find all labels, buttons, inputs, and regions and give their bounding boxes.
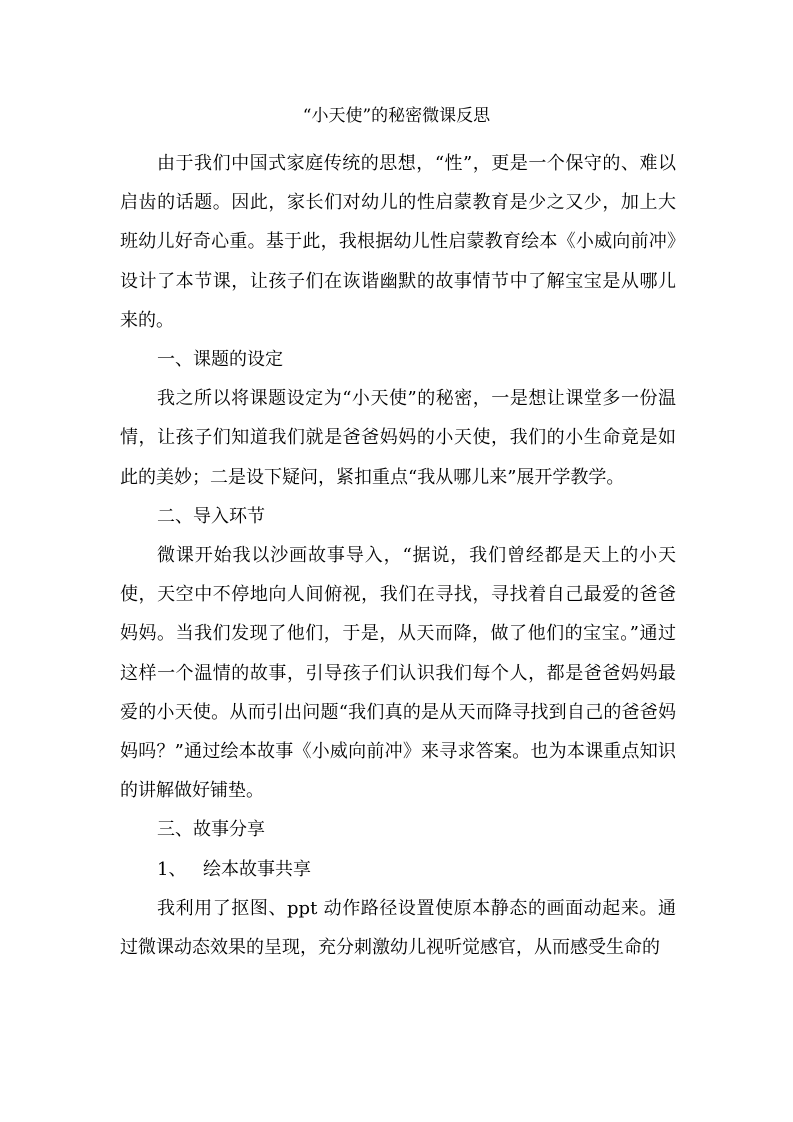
subsection-heading-picture-book	[120, 850, 676, 889]
document-title: “小天使”的秘密微课反思	[302, 106, 491, 126]
section-paragraph-story-sharing: 我利用了抠图、ppt 动作路径设置使原本静态的画面动起来。通过微课动态效果的呈现，充分刺激幼儿视听觉感官，从而感受生命的	[120, 897, 676, 959]
subsection-number: 1、	[157, 858, 187, 880]
document-body	[120, 144, 676, 967]
section-paragraph-introduction: 微课开始我以沙画故事导入，“据说，我们曾经都是天上的小天使，天空中不停地向人间俯视，我们在寻找，寻找着自己最爱的爸爸妈妈。当我们发现了他们，于是，从天而降，做了他们的宝宝。”通过这样一个温情的故事，引导孩子们认识我们每个人，都是爸爸妈妈最爱的小天使。从而引出问题“我们真的是从天而降寻找到自己的爸爸妈妈吗？”通过绘本故事《小威向前冲》来寻求答案。也为本课重点知识的讲解做好铺垫。	[120, 545, 676, 802]
section-heading-story-sharing: 三、故事分享	[157, 819, 265, 841]
subsection-title: 绘本故事共享	[203, 858, 311, 880]
intro-paragraph: 由于我们中国式家庭传统的思想，“性”，更是一个保守的、难以启齿的话题。因此，家长们对幼儿的性启蒙教育是少之又少，加上大班幼儿好奇心重。基于此，我根据幼儿性启蒙教育绘本《小威向前冲》设计了本节课，让孩子们在诙谐幽默的故事情节中了解宝宝是从哪儿来的。	[120, 153, 676, 331]
section-heading-introduction: 二、导入环节	[157, 505, 265, 527]
section-paragraph-topic-setting: 我之所以将课题设定为“小天使”的秘密，一是想让课堂多一份温情，让孩子们知道我们就是爸爸妈妈的小天使，我们的小生命竟是如此的美妙；二是设下疑问，紧扣重点“我从哪儿来”展开学教学。	[120, 388, 676, 488]
section-heading-topic-setting: 一、课题的设定	[157, 349, 283, 371]
